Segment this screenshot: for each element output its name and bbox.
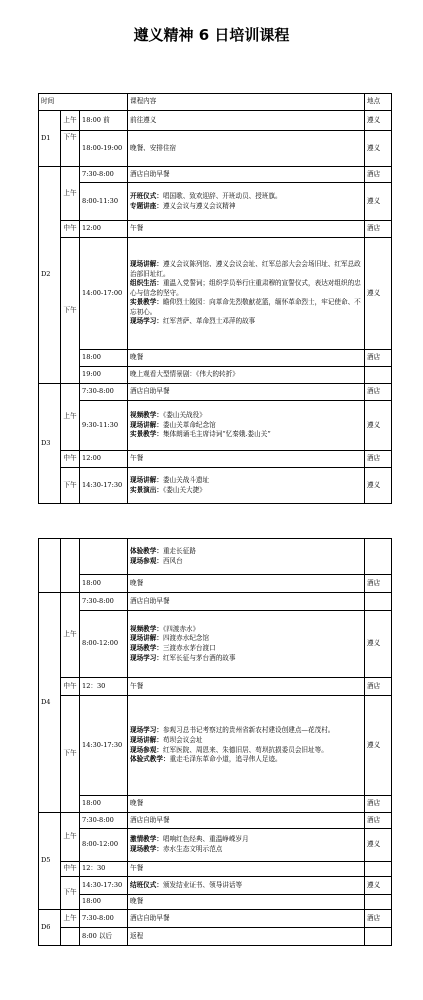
item-text: 重走毛泽东革命小道，追寻伟人足迹。 [169,755,282,764]
header-place: 地点 [365,94,392,111]
time-cell: 14:00-17:00 [80,238,128,350]
place-cell: 遵义 [365,696,392,796]
place-cell [365,367,392,384]
content-cell: 午餐 [128,221,365,238]
period-label: 下午 [61,131,80,167]
time-cell: 7:30-8:00 [80,910,128,928]
place-cell: 酒店 [365,678,392,696]
time-cell: 18:00 前 [80,111,128,131]
content-cell: 晚餐 [128,575,365,593]
item-label: 组织生活： [130,279,163,288]
content-cell: 酒店自助早餐 [128,167,365,183]
item-text: 西风台 [162,556,183,565]
header-content: 课程内容 [128,94,365,111]
content-cell: 午餐 [128,862,365,877]
content-cell [128,611,365,678]
item-text: 《四渡赤水》 [162,624,200,633]
content-cell: 晚上观看大型情景剧：《伟大的转折》 [128,367,365,384]
item-text: 遵义会议陈列馆、遵义会议会址、红军总部大会会场旧址、红军总政治部旧址红。 [130,260,361,278]
place-cell: 遵义 [365,468,392,504]
time-cell: 18:00 [80,350,128,367]
item-label: 现场讲解： [130,735,163,744]
period-label-continued [61,539,80,593]
content-cell: 返程 [128,928,365,946]
time-cell: 12：30 [80,678,128,696]
period-label [61,928,80,946]
place-cell: 遵义 [365,131,392,167]
item-text: 红军长征与茅台酒的故事 [162,653,236,662]
period-label: 上午 [61,111,80,131]
content-cell: 午餐 [128,678,365,696]
place-cell: 酒店 [365,384,392,401]
item-label: 视频教学： [130,411,163,420]
place-cell: 酒店 [365,813,392,829]
time-cell: 18:00-19:00 [80,131,128,167]
item-label: 实景教学： [130,430,163,439]
period-label: 下午 [61,877,80,910]
day-label: D5 [39,813,61,910]
time-cell: 7:30-8:00 [80,593,128,611]
place-cell: 酒店 [365,350,392,367]
item-text: 《娄山关战役》 [162,411,206,420]
item-text: 重走长征路 [162,546,196,555]
time-cell: 8:00 以后 [80,928,128,946]
place-cell: 酒店 [365,910,392,928]
day-label: D2 [39,167,61,384]
time-cell: 8:00-12:00 [80,611,128,678]
item-label: 现场讲解： [130,420,163,429]
period-label: 中午 [61,451,80,468]
item-label: 现场学习： [130,726,163,735]
item-label: 现场学习： [130,653,163,662]
item-label: 现场讲解： [130,260,163,269]
item-label: 视频教学： [130,624,163,633]
item-text: 唱国歌、致欢迎辞、开班动员、授班旗。 [162,191,282,200]
place-cell: 酒店 [365,221,392,238]
time-cell: 14:30-17:30 [80,696,128,796]
item-text: 红军菩萨、革命烈士邓萍的故事 [162,317,256,326]
day-label: D1 [39,111,61,167]
item-text: 娄山关革命纪念馆 [162,420,216,429]
time-cell: 18:00 [80,575,128,593]
content-cell: 晚餐 [128,350,365,367]
schedule-table-part2 [38,538,392,946]
content-cell [128,401,365,451]
time-cell [80,539,128,575]
place-cell: 酒店 [365,575,392,593]
item-text: 唱响红色经典、重温峥嵘岁月 [162,835,249,844]
item-text: 红军医院、周恩来、朱德旧居、苟坝抗损委员会旧址等。 [162,745,328,754]
content-cell: 酒店自助早餐 [128,813,365,829]
time-cell: 7:30-8:00 [80,167,128,183]
content-cell: 午餐 [128,451,365,468]
time-cell: 14:30-17:30 [80,877,128,895]
item-label: 开班仪式： [130,191,163,200]
content-cell: 晚餐 [128,796,365,813]
content-cell [128,468,365,504]
item-label: 现场参观： [130,556,163,565]
item-label: 体验教学： [130,546,163,555]
content-cell [128,539,365,575]
place-cell: 酒店 [365,167,392,183]
day-label-continued [39,539,61,593]
period-label: 下午 [61,238,80,384]
period-label: 上午 [61,384,80,451]
place-cell [365,539,392,575]
item-label: 结班仪式： [130,880,163,889]
item-label: 现场教学： [130,644,163,652]
content-cell: 酒店自助早餐 [128,593,365,611]
place-cell: 遵义 [365,183,392,221]
place-cell: 遵义 [365,401,392,451]
content-cell: 晚餐、安排住宿 [128,131,365,167]
header-time: 时间 [39,94,128,111]
item-text: 苟坝会议会址 [162,735,203,744]
day-label: D4 [39,593,61,813]
place-cell: 遵义 [365,877,392,895]
place-cell: 酒店 [365,796,392,813]
period-label: 中午 [61,221,80,238]
period-label: 下午 [61,696,80,813]
time-cell: 18:00 [80,796,128,813]
item-text: 三渡赤水茅台渡口 [162,644,216,652]
period-label: 下午 [61,468,80,504]
period-label: 中午 [61,862,80,877]
content-cell: 晚餐 [128,895,365,910]
item-text: 《娄山关大捷》 [162,485,206,494]
item-label: 专题讲座： [130,201,163,210]
place-cell: 遵义 [365,238,392,350]
time-cell: 14:30-17:30 [80,468,128,504]
time-cell: 9:30-11:30 [80,401,128,451]
item-text: 赤水生态文明示范点 [162,845,223,853]
day-label: D3 [39,384,61,504]
item-label: 现场讲解： [130,475,163,484]
time-cell: 19:00 [80,367,128,384]
item-label: 体验式教学： [130,755,170,764]
time-cell: 18:00 [80,895,128,910]
place-cell: 酒店 [365,451,392,468]
period-label: 上午 [61,813,80,862]
item-text: 参观习总书记考察过的贵州省新农村建设创建点—花茂村。 [162,726,335,735]
content-cell [128,696,365,796]
content-cell: 前往遵义 [128,111,365,131]
period-label: 上午 [61,910,80,928]
time-cell: 8:00-11:30 [80,183,128,221]
item-label: 现场学习： [130,317,163,326]
time-cell: 12：30 [80,862,128,877]
item-label: 激情教学： [130,835,163,844]
item-label: 现场参观： [130,745,163,754]
time-cell: 12:00 [80,451,128,468]
content-cell [128,877,365,895]
place-cell: 遵义 [365,111,392,131]
content-cell [128,829,365,862]
content-cell: 酒店自助早餐 [128,384,365,401]
item-text: 集体朗诵毛主席诗词“忆秦娥.娄山关” [162,430,271,439]
schedule-table-part1 [38,93,392,504]
time-cell: 8:00-12:00 [80,829,128,862]
place-cell [365,928,392,946]
place-cell [365,895,392,910]
place-cell: 遵义 [365,829,392,862]
period-label: 中午 [61,678,80,696]
time-cell: 7:30-8:00 [80,813,128,829]
item-text: 颁发结业证书、领导讲话等 [162,880,243,889]
time-cell: 7:30-8:00 [80,384,128,401]
item-label: 实景教学： [130,298,163,307]
item-label: 实景演出： [130,485,163,494]
time-cell: 12:00 [80,221,128,238]
content-cell [128,238,365,350]
document-title: 遵义精神 6 日培训课程 [133,26,290,44]
content-cell [128,183,365,221]
item-text: 瞻仰烈士陵园：向革命先烈敬献花篮，缅怀革命烈士，牢记使命、不忘初心。 [130,298,361,316]
item-text: 四渡赤水纪念馆 [162,634,210,643]
content-cell: 酒店自助早餐 [128,910,365,928]
item-text: 娄山关战斗遗址 [162,475,210,484]
item-text: 重温入党誓词；组织学员举行庄重肃穆的宣誓仪式，表达对组织的忠心与信念的坚守。 [130,279,361,297]
period-label: 上午 [61,167,80,221]
place-cell [365,862,392,877]
period-label: 上午 [61,593,80,678]
item-text: 遵义会议与遵义会议精神 [162,201,236,210]
item-label: 现场讲解： [130,634,163,643]
day-label: D6 [39,910,61,946]
item-label: 现场教学： [130,845,163,853]
place-cell [365,593,392,611]
place-cell: 遵义 [365,611,392,678]
